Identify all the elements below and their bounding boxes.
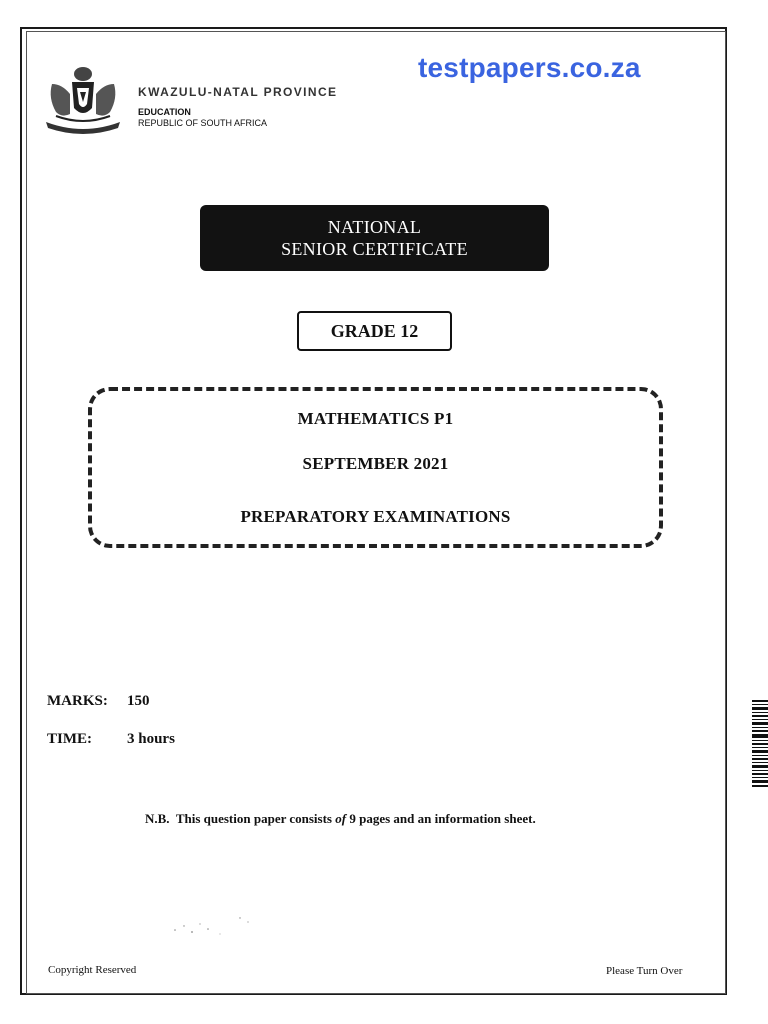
grade-box: GRADE 12 bbox=[297, 311, 452, 351]
exam-type: PREPARATORY EXAMINATIONS bbox=[240, 507, 511, 526]
paper-note bbox=[145, 811, 536, 827]
marks-label: MARKS: bbox=[47, 693, 108, 709]
time-row bbox=[47, 731, 175, 748]
scan-specks bbox=[170, 910, 260, 940]
country-name: REPUBLIC OF SOUTH AFRICA bbox=[138, 118, 268, 128]
note-suffix: 9 pages and an information sheet. bbox=[346, 811, 536, 826]
turn-over-text: Please Turn Over bbox=[606, 965, 683, 977]
marks-value: 150 bbox=[127, 693, 150, 709]
exam-subject: MATHEMATICS P1 bbox=[297, 409, 454, 428]
marks-row bbox=[47, 693, 150, 710]
barcode-icon bbox=[752, 700, 768, 788]
watermark-link[interactable]: testpapers.co.za bbox=[418, 52, 641, 83]
exam-session: SEPTEMBER 2021 bbox=[302, 454, 449, 473]
certificate-title-line2: SENIOR CERTIFICATE bbox=[281, 239, 468, 259]
time-value: 3 hours bbox=[127, 731, 175, 747]
department-name: EDUCATION bbox=[138, 107, 191, 117]
coat-of-arms-logo bbox=[42, 64, 124, 136]
certificate-title-line1: NATIONAL bbox=[327, 217, 422, 237]
certificate-title-box bbox=[200, 205, 549, 271]
time-label: TIME: bbox=[47, 731, 92, 747]
province-name: KWAZULU-NATAL PROVINCE bbox=[138, 85, 338, 99]
note-of: of bbox=[335, 811, 347, 826]
note-prefix: N.B. This question paper consists bbox=[145, 811, 336, 826]
copyright-text: Copyright Reserved bbox=[48, 964, 137, 976]
